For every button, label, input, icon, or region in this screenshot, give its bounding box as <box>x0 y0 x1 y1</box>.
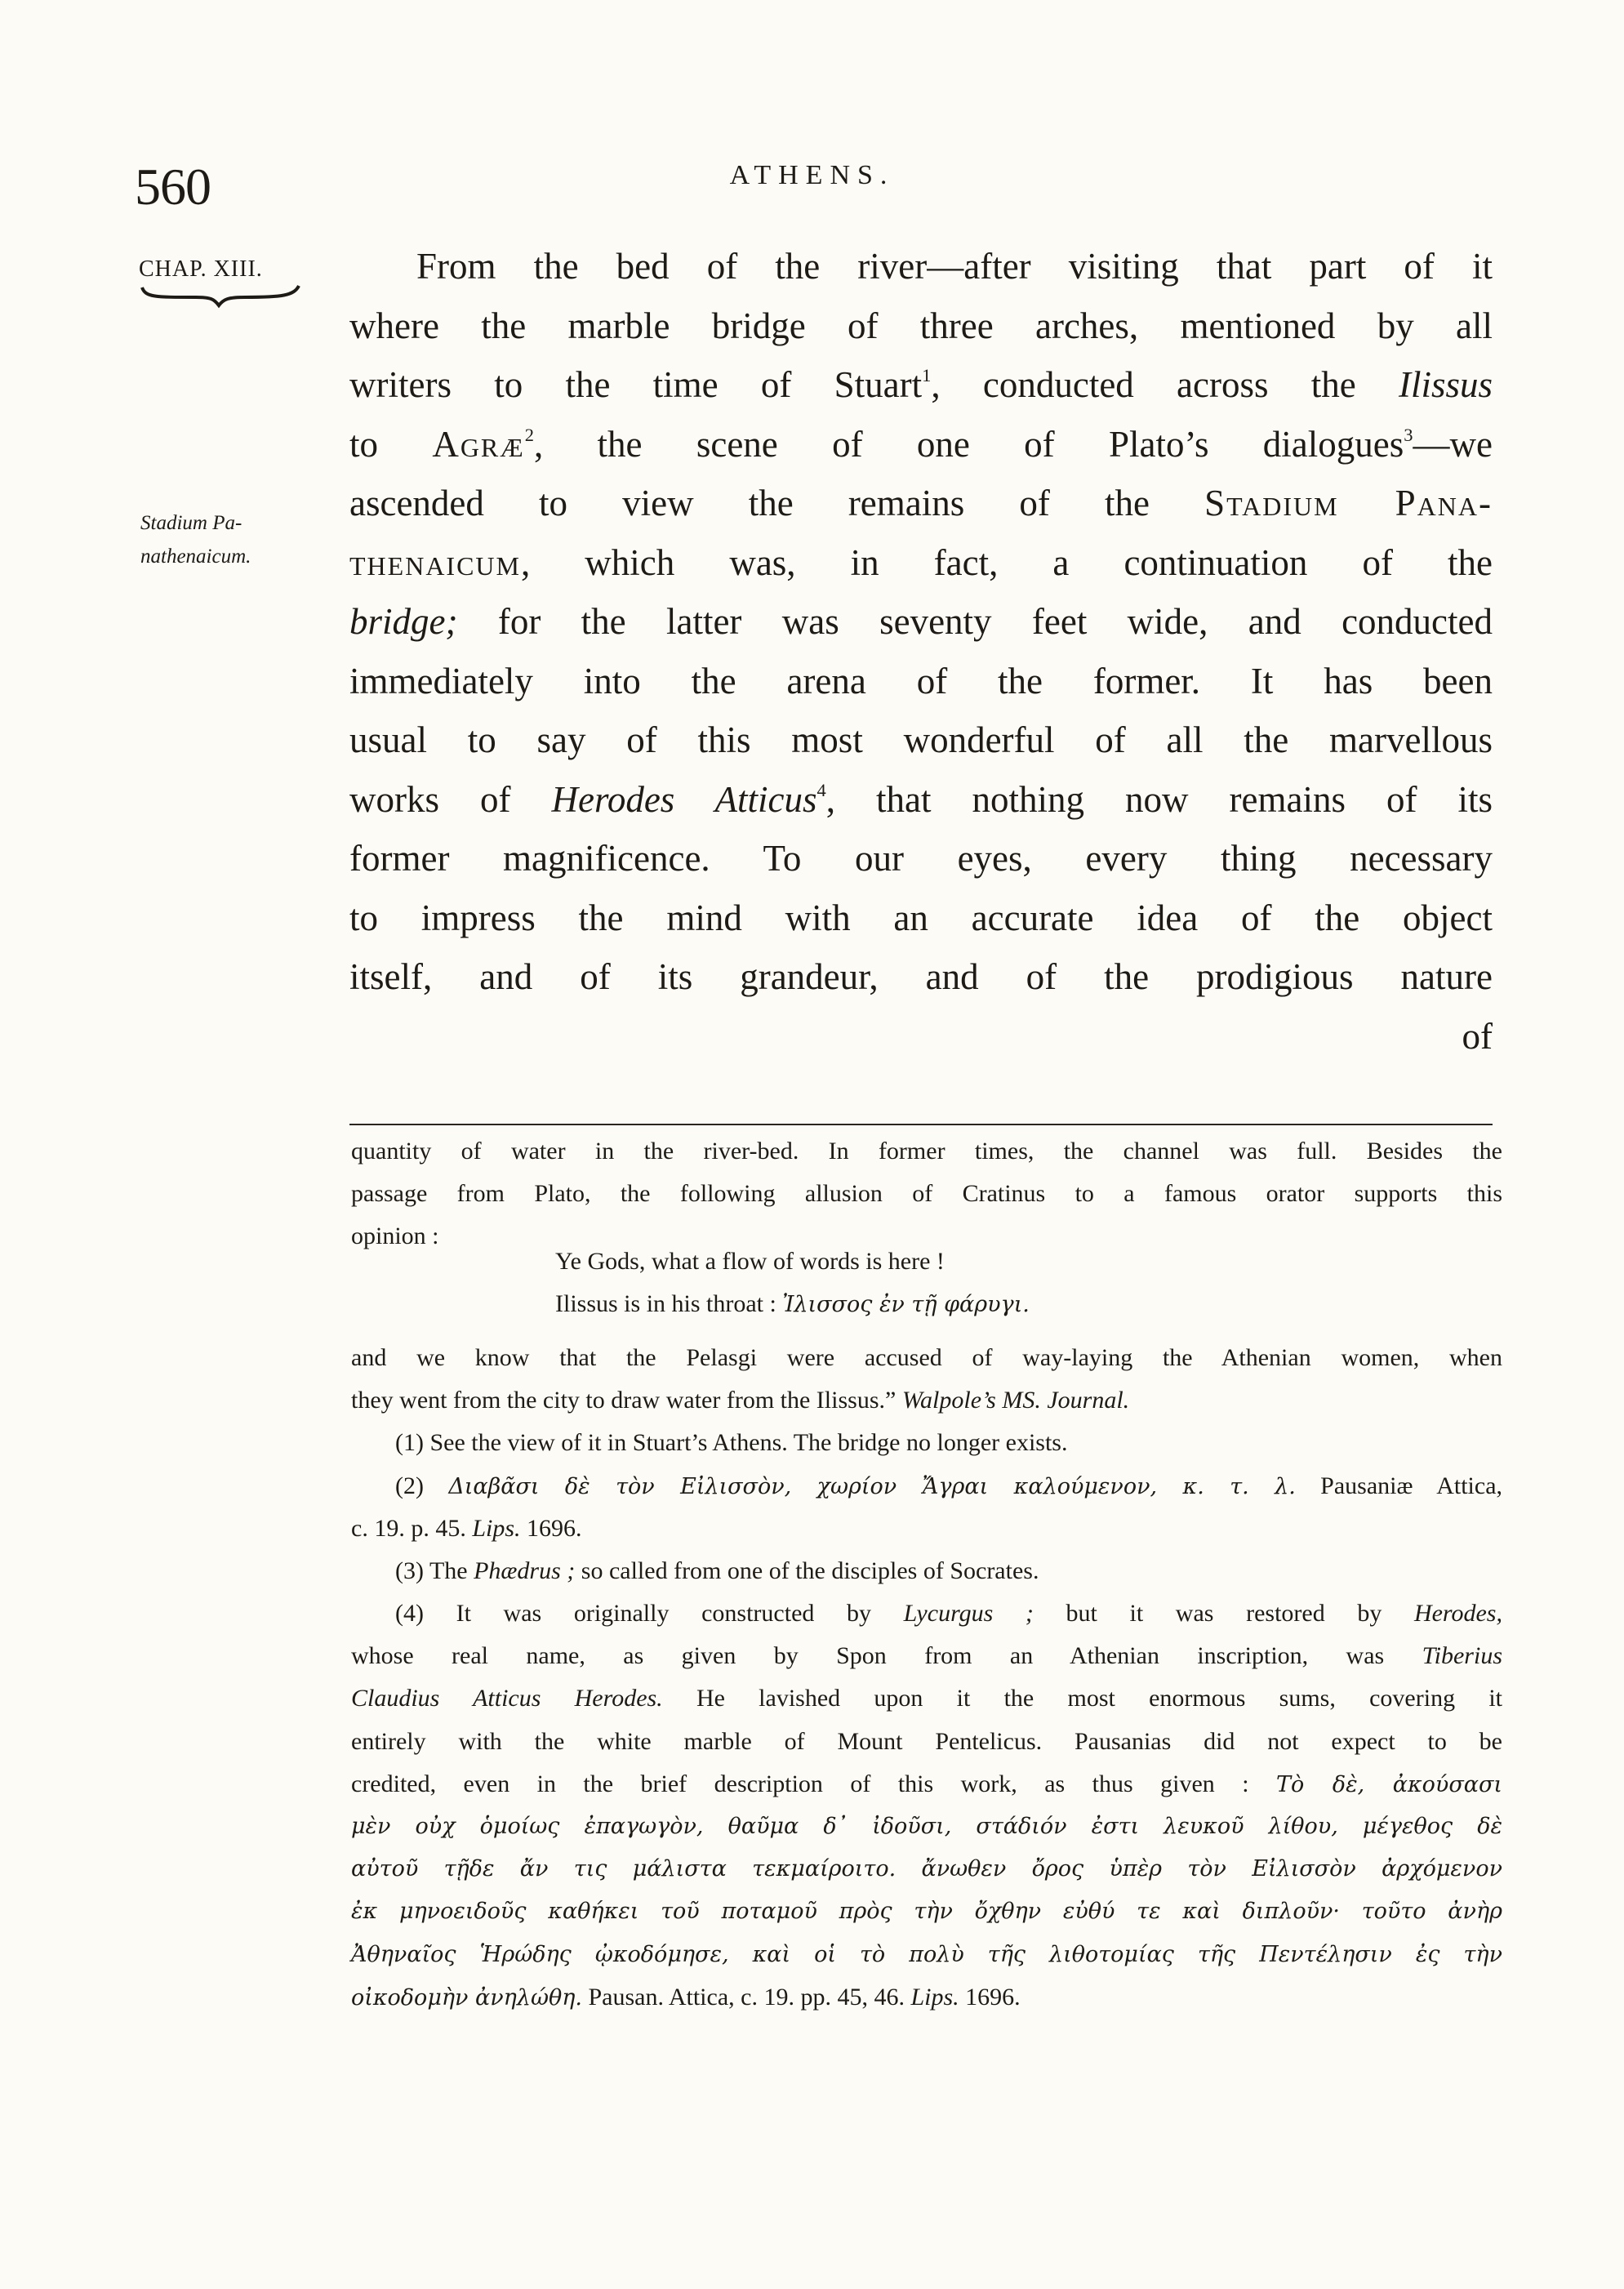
main-text <box>349 237 1493 1066</box>
verse-line: Ilissus is in his throat : Ἰλισσος ἐν τῇ φάρυγι. <box>555 1289 1030 1317</box>
footnotes <box>351 1130 1502 2019</box>
sidenote-line-1: Stadium Pa- <box>140 512 242 534</box>
note-line: opinion : <box>351 1222 439 1250</box>
footnote-3: (3) The Phædrus ; so called from one of the disciples of Socrates. <box>395 1556 1039 1584</box>
footnote-4: (4) It was originally constructed by Lycurgus ; but it was restored by Herodes, <box>395 1600 1502 1628</box>
text-line-3: writers to the time of Stuart$^1$, conducted across the Ilissus <box>349 364 1493 405</box>
page-number: 560 <box>135 158 211 216</box>
footnote-ref-2[interactable]: 2 <box>524 424 534 445</box>
text-line-1: From the bed of the river—after visiting that part of it <box>416 246 1493 287</box>
footnote-4-cont: credited, even in the brief description of this work, as thus given : Τὸ δὲ, ἀκούσασι <box>351 1770 1502 1797</box>
text-line-8: immediately into the arena of the former. It has been <box>349 660 1493 701</box>
footnote-rule <box>349 1124 1493 1125</box>
footnote-4-cont: entirely with the white marble of Mount Pentelicus. Pausanias did not expect to be <box>351 1727 1502 1755</box>
text-line-10: works of Herodes Atticus$^4$, that nothing now remains of its <box>349 778 1493 820</box>
text-line-4: to Agræ$^2$, the scene of one of Plato’s dialogues$^3$—we <box>349 423 1493 465</box>
note-line: quantity of water in the river-bed. In former times, the channel was full. Besides the <box>351 1138 1502 1165</box>
greek-quote-line: Ἀθηναῖος Ἡρώδης ᾠκοδόμησε, καὶ οἱ τὸ πολὺ τῆς λιθοτομίας τῆς Πεντέλησιν ἐς τὴν <box>351 1941 1502 1967</box>
note-line: passage from Plato, the following allusion of Cratinus to a famous orator supports this <box>351 1180 1502 1208</box>
footnote-ref-4[interactable]: 4 <box>816 779 826 800</box>
text-line-6: thenaicum, which was, in fact, a continuation of the <box>349 541 1493 583</box>
text-line-7: bridge; for the latter was seventy feet wide, and conducted <box>349 601 1493 642</box>
verse-line: Ye Gods, what a flow of words is here ! <box>555 1247 945 1275</box>
catchword: of <box>1462 1015 1493 1057</box>
sidenote <box>140 506 320 573</box>
chapter-heading: CHAP. XIII. <box>139 256 263 282</box>
note-line: and we know that the Pelasgi were accused of way-laying the Athenian women, when <box>351 1343 1502 1371</box>
note-line: they went from the city to draw water from the Ilissus.” Walpole’s MS. Journal. <box>351 1387 1130 1414</box>
footnote-ref-1[interactable]: 1 <box>922 364 932 385</box>
text-line-2: where the marble bridge of three arches, mentioned by all <box>349 305 1493 346</box>
text-line-9: usual to say of this most wonderful of all the marvellous <box>349 719 1493 760</box>
footnote-2: (2) Διαβᾶσι δὲ τὸν Εἰλισσὸν, χωρίον Ἄγραι καλούμενον, κ. τ. λ. Pausaniæ Attica, <box>395 1472 1503 1499</box>
footnote-4-cont: whose real name, as given by Spon from an Athenian inscription, was Tiberius <box>351 1642 1502 1670</box>
sidenote-line-2: nathenaicum. <box>140 546 251 568</box>
footnote-1: (1) See the view of it in Stuart’s Athens. The bridge no longer exists. <box>395 1429 1068 1457</box>
footnote-2-cont: c. 19. p. 45. Lips. 1696. <box>351 1514 582 1542</box>
text-line-5: ascended to view the remains of the Stadium Pana- <box>349 483 1493 523</box>
greek-quote-line: αὐτοῦ τῇδε ἄν τις μάλιστα τεκμαίροιτο. ἄνωθεν ὄρος ὑπὲρ τὸν Εἰλισσὸν ἀρχόμενον <box>351 1856 1502 1882</box>
greek-quote-end: οἰκοδομὴν ἀνηλώθη. Pausan. Attica, c. 19. pp. 45, 46. Lips. 1696. <box>351 1983 1021 2011</box>
footnote-4-cont: Claudius Atticus Herodes. He lavished upon it the most enormous sums, covering it <box>351 1685 1502 1712</box>
chapter-brace <box>139 284 302 309</box>
text-line-12: to impress the mind with an accurate idea of the object <box>349 897 1493 938</box>
greek-quote-line: μὲν οὐχ ὁμοίως ἐπαγωγὸν, θαῦμα δ᾽ ἰδοῦσι, στάδιόν ἐστι λευκοῦ λίθου, μέγεθος δὲ <box>351 1814 1502 1839</box>
running-title: ATHENS. <box>729 160 895 190</box>
text-line-13: itself, and of its grandeur, and of the prodigious nature <box>349 956 1493 997</box>
greek-quote-line: ἐκ μηνοειδοῦς καθήκει τοῦ ποταμοῦ πρὸς τὴν ὄχθην εὐθύ τε καὶ διπλοῦν· τοῦτο ἀνὴρ <box>351 1899 1502 1925</box>
footnote-ref-3[interactable]: 3 <box>1404 424 1413 445</box>
text-line-11: former magnificence. To our eyes, every thing necessary <box>349 838 1493 879</box>
